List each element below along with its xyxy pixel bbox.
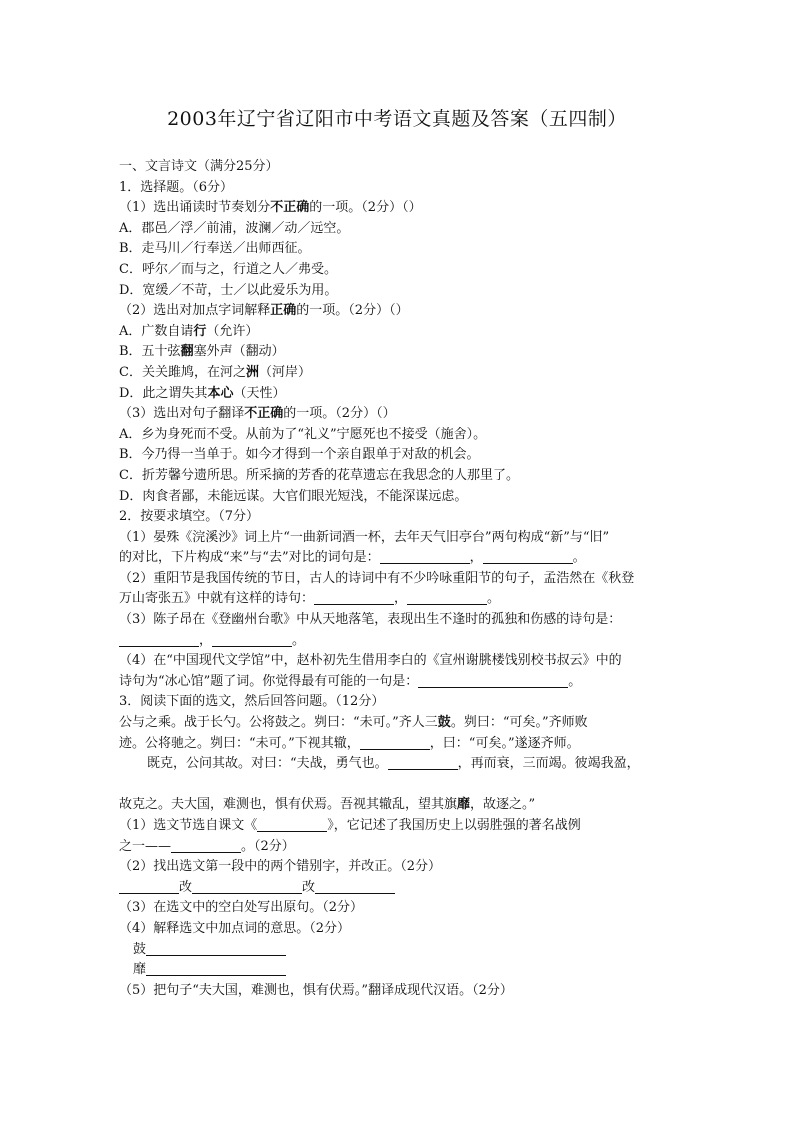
q1-sub1-prompt: （1）选出诵读时节奏划分不正确的一项。（2分）（）: [119, 200, 422, 216]
answer-blank[interactable]: [212, 632, 292, 647]
answer-blank[interactable]: [119, 879, 179, 894]
answer-blank[interactable]: [171, 838, 241, 853]
q1-sub1-option-a: A．郡邑／浮／前浦，波澜／动／远空。: [119, 220, 350, 236]
answer-blank[interactable]: [146, 941, 286, 956]
page-title: 2003年辽宁省辽阳市中考语文真题及答案（五四制）: [167, 108, 627, 130]
q3-sub2-answer: 改 改: [119, 878, 689, 899]
passage-line-4: 故克之。夫大国，难测也，惧有伏焉。吾视其辙乱，望其旗靡，故逐之。”: [119, 797, 536, 813]
passage-line-3: 既克，公问其故。对曰：“夫战，勇气也。 ，再而衰，三而竭。彼竭我盈，: [147, 756, 640, 772]
q3-sub5-prompt: （5）把句子“夫大国，难测也，惧有伏焉。”翻译成现代汉语。（2分）: [119, 982, 513, 998]
q3-sub4-word1: 鼓: [119, 940, 689, 961]
q2-sub1-line1: （1）晏殊《浣溪沙》词上片“一曲新词酒一杯，去年天气旧亭台”两句构成“新”与“旧”: [119, 529, 610, 545]
answer-blank[interactable]: [483, 549, 573, 564]
q3-sub1-line2: 之一—— 。（2分）: [119, 838, 295, 854]
q1-sub3-option-d: D．肉食者鄙，未能远谋。大官们眼光短浅，不能深谋远虑。: [119, 488, 468, 504]
q1-sub2-option-b: B．五十弦翻塞外声（翻动）: [119, 344, 285, 360]
answer-blank[interactable]: [119, 632, 199, 647]
question-2-label: 2．按要求填空。（7分）: [119, 509, 260, 525]
q1-sub2-option-a: A．广数自请行（允许）: [119, 323, 259, 339]
q1-sub1-option-c: C．呼尔／而与之，行道之人／弗受。: [119, 261, 337, 277]
q2-sub2-line2: 万山寄张五》中就有这样的诗句： ， 。: [119, 591, 501, 607]
answer-blank[interactable]: [407, 590, 487, 605]
q1-sub3-prompt: （3）选出对句子翻译不正确的一项。（2分）（）: [119, 406, 396, 422]
q3-sub3-prompt: （3）在选文中的空白处写出原句。（2分）: [119, 900, 364, 916]
q3-sub1-line1: （1）选文节选自课文《 》，它记述了我国历史上以弱胜强的著名战例: [119, 818, 581, 833]
q1-sub2-option-c: C．关关雎鸠，在河之洲（河岸）: [119, 364, 311, 380]
question-1-label: 1．选择题。（6分）: [119, 179, 234, 195]
q1-sub2-option-d: D．此之谓失其本心（天性）: [119, 385, 286, 401]
answer-blank[interactable]: [146, 961, 286, 976]
question-3-label: 3．阅读下面的选文，然后回答问题。（12分）: [119, 694, 385, 710]
answer-blank[interactable]: [418, 673, 568, 688]
passage-line-2: 迹。公将驰之。刿曰：“未可。”下视其辙， ，曰：“可矣。”遂逐齐师。: [119, 735, 580, 751]
q2-sub4-line1: （4）在“中国现代文学馆”中，赵朴初先生借用李白的《宣州谢朓楼饯别校书叔云》中的: [119, 653, 622, 669]
answer-blank[interactable]: [192, 879, 302, 894]
section-heading: 一、文言诗文（满分25分）: [119, 159, 279, 174]
q2-sub4-line2: 诗句为“冰心馆”题了词。你觉得最有可能的一句是： 。: [119, 673, 582, 689]
q1-sub3-option-a: A．乡为身死而不受。从前为了“礼义”宁愿死也不接受（施舍）。: [119, 426, 487, 442]
q1-sub3-option-c: C．折芳馨兮遗所思。所采摘的芳香的花草遗忘在我思念的人那里了。: [119, 467, 519, 483]
passage-line-1: 公与之乘。战于长勺。公将鼓之。刿曰：“未可。”齐人三鼓。刿曰：“可矣。”齐师败: [119, 715, 588, 731]
q2-sub3-line1: （3）陈子昂在《登幽州台歌》中从天地落笔，表现出生不逢时的孤独和伤感的诗句是：: [119, 612, 622, 628]
answer-blank[interactable]: [315, 879, 395, 894]
q2-sub3-line2: ， 。: [119, 631, 689, 652]
answer-blank[interactable]: [257, 817, 327, 832]
answer-blank[interactable]: [360, 735, 430, 750]
q2-sub2-line1: （2）重阳节是我国传统的节日，古人的诗词中有不少吟咏重阳节的句子，孟浩然在《秋登: [119, 570, 635, 586]
q3-sub4-prompt: （4）解释选文中加点词的意思。（2分）: [119, 920, 351, 936]
exam-content: [119, 157, 689, 1001]
q1-sub1-option-b: B．走马川／行奉送／出师西征。: [119, 241, 311, 257]
answer-blank[interactable]: [380, 549, 470, 564]
q1-sub3-option-b: B．今乃得一当单于。如今才得到一个亲自跟单于对敌的机会。: [119, 447, 480, 463]
q1-sub1-option-d: D．宽缓／不苛，士／以此爱乐为用。: [119, 282, 338, 298]
q2-sub1-line2: 的对比，下片构成“来”与“去”对比的词句是： ， 。: [119, 550, 586, 566]
q1-sub2-prompt: （2）选出对加点字词解释正确的一项。（2分）（）: [119, 303, 409, 319]
answer-blank[interactable]: [314, 590, 394, 605]
q3-sub2-prompt: （2）找出选文第一段中的两个错别字，并改正。（2分）: [119, 859, 442, 875]
answer-blank[interactable]: [388, 755, 458, 770]
q3-sub4-word2: 靡: [119, 960, 689, 981]
